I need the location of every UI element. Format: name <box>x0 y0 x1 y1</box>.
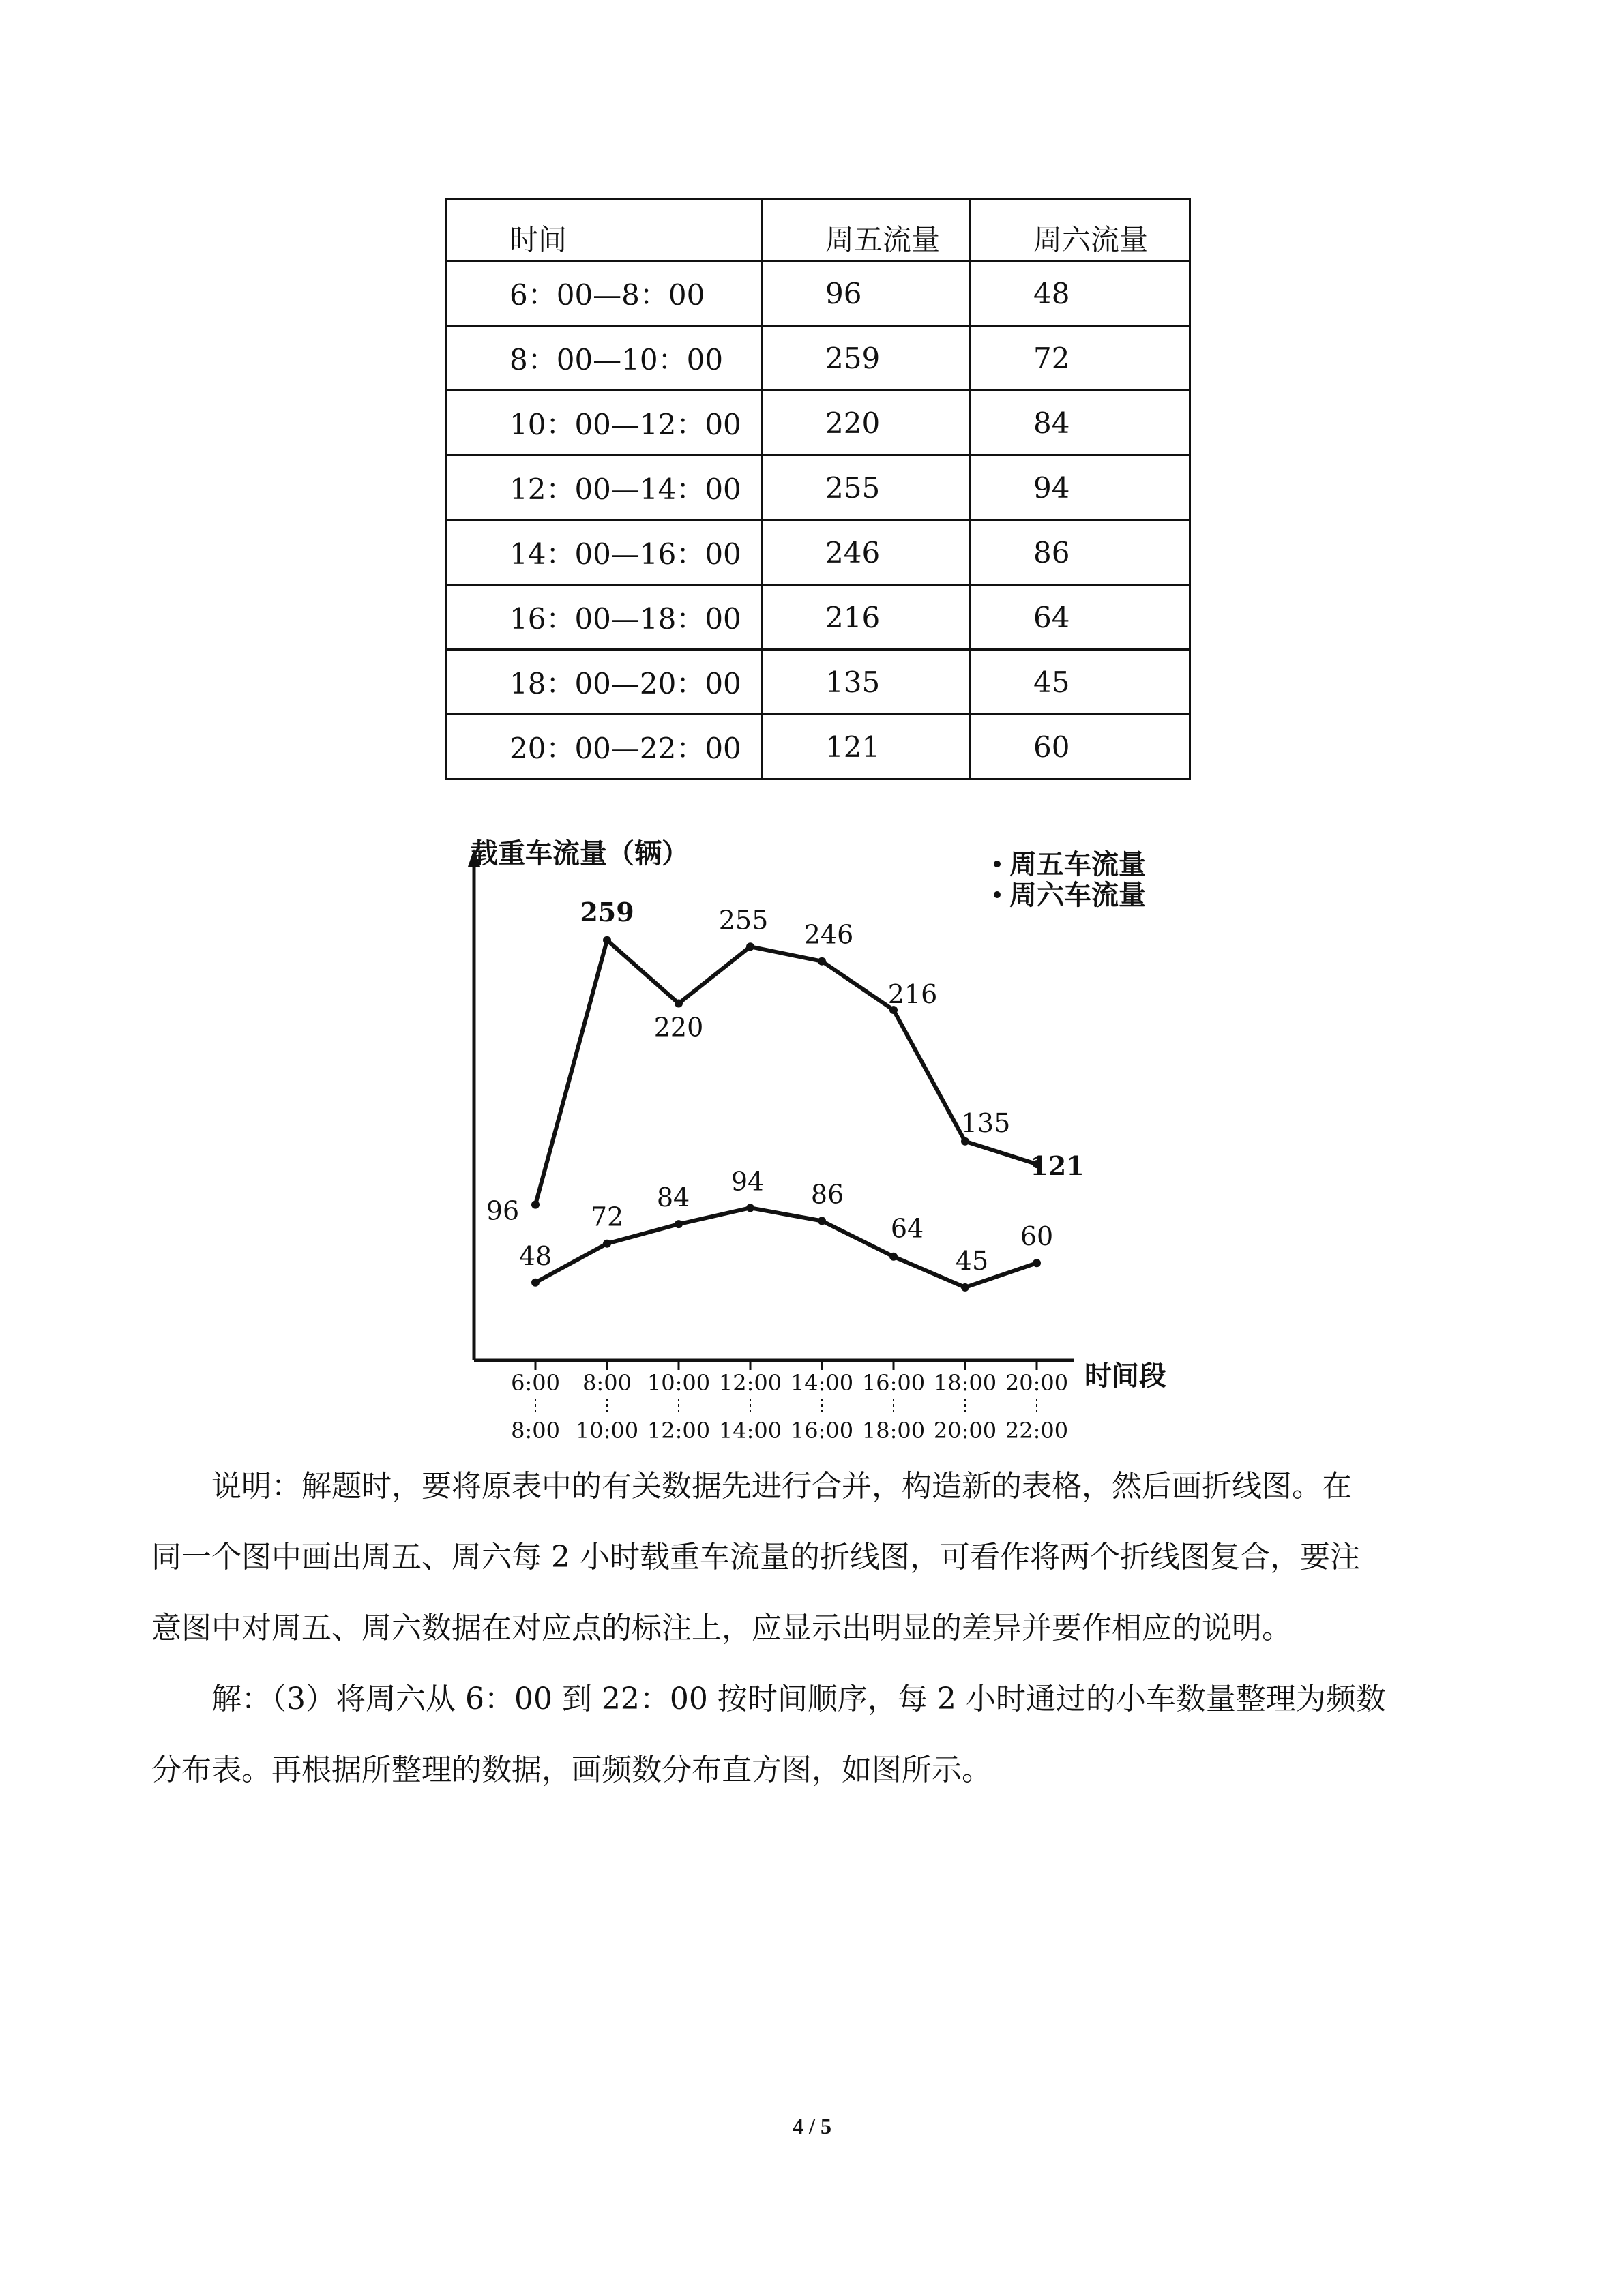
data-label: 86 <box>810 1179 844 1210</box>
cell-friday: 121 <box>762 715 970 779</box>
data-label: 121 <box>1030 1150 1084 1182</box>
x-tick-label-start: 16:00 <box>861 1370 926 1396</box>
y-axis-label: 载重车流量（辆） <box>471 837 689 869</box>
table-row <box>446 456 1190 520</box>
x-tick-label-start: 6:00 <box>511 1370 560 1396</box>
data-label: 255 <box>718 905 769 936</box>
x-tick-label-end: 8:00 <box>511 1418 560 1444</box>
data-point <box>1033 1259 1041 1267</box>
table-row <box>446 261 1190 326</box>
data-point <box>603 1240 611 1248</box>
table-row <box>446 585 1190 650</box>
data-point <box>818 1217 826 1225</box>
cell-time: 14：00—16：00 <box>446 520 762 585</box>
legend-label-friday: 周五车流量 <box>1009 848 1146 880</box>
cell-friday: 135 <box>762 650 970 715</box>
cell-saturday: 84 <box>970 391 1190 456</box>
table-body <box>446 199 1190 779</box>
data-label: 64 <box>890 1213 924 1244</box>
data-point <box>889 1253 898 1261</box>
x-tick-label-end: 10:00 <box>575 1418 639 1444</box>
data-point <box>675 1220 683 1228</box>
cell-friday: 255 <box>762 456 970 520</box>
paragraph-line: 解：（3）将周六从 6：00 到 22：00 按时间顺序，每 2 小时通过的小车数量整理为频数 <box>211 1682 1386 1716</box>
cell-saturday: 94 <box>970 456 1190 520</box>
header-time: 时间 <box>446 199 762 261</box>
x-tick-label-start: 14:00 <box>790 1370 854 1396</box>
data-label: 84 <box>656 1182 690 1213</box>
header-friday: 周五流量 <box>762 199 970 261</box>
legend-marker-friday <box>994 861 1001 867</box>
cell-saturday: 86 <box>970 520 1190 585</box>
x-tick-label-end: 12:00 <box>647 1418 711 1444</box>
x-axis-label: 时间段 <box>1084 1360 1166 1392</box>
data-point <box>961 1283 969 1292</box>
paragraph-line: 说明：解题时，要将原表中的有关数据先进行合并，构造新的表格，然后画折线图。在 <box>211 1469 1352 1504</box>
traffic-table <box>445 198 1191 780</box>
table-row <box>446 326 1190 391</box>
chart-axes <box>468 849 1074 1360</box>
cell-saturday: 72 <box>970 326 1190 391</box>
paragraph-line: 分布表。再根据所整理的数据，画频数分布直方图，如图所示。 <box>151 1753 992 1787</box>
data-label: 220 <box>653 1012 704 1043</box>
data-point <box>675 1000 683 1008</box>
cell-saturday: 60 <box>970 715 1190 779</box>
data-point <box>746 1204 754 1212</box>
cell-time: 8：00—10：00 <box>446 326 762 391</box>
data-label: 246 <box>803 919 854 950</box>
data-point <box>746 942 754 951</box>
chart-series <box>486 897 1084 1292</box>
data-label: 96 <box>486 1195 520 1226</box>
cell-saturday: 48 <box>970 261 1190 326</box>
data-point <box>531 1201 540 1209</box>
page-number: 4 / 5 <box>793 2114 831 2138</box>
explanation-paragraph <box>151 1451 1475 1664</box>
cell-friday: 96 <box>762 261 970 326</box>
data-point <box>961 1137 969 1146</box>
cell-time: 6：00—8：00 <box>446 261 762 326</box>
data-label: 216 <box>887 979 938 1010</box>
table-row <box>446 650 1190 715</box>
legend-label-saturday: 周六车流量 <box>1009 879 1146 911</box>
data-label: 259 <box>580 896 634 927</box>
chart-ticks <box>511 1360 1068 1444</box>
cell-time: 16：00—18：00 <box>446 585 762 650</box>
cell-saturday: 45 <box>970 650 1190 715</box>
cell-friday: 216 <box>762 585 970 650</box>
friday-series-line <box>535 940 1037 1205</box>
cell-time: 12：00—14：00 <box>446 456 762 520</box>
cell-friday: 246 <box>762 520 970 585</box>
x-tick-label-start: 20:00 <box>1005 1370 1069 1396</box>
x-tick-label-start: 10:00 <box>647 1370 711 1396</box>
x-tick-label-start: 8:00 <box>582 1370 632 1396</box>
x-tick-label-end: 18:00 <box>861 1418 926 1444</box>
x-tick-label-end: 16:00 <box>790 1418 854 1444</box>
x-tick-label-start: 12:00 <box>718 1370 782 1396</box>
cell-time: 10：00—12：00 <box>446 391 762 456</box>
data-point <box>818 957 826 966</box>
data-label: 72 <box>590 1202 624 1232</box>
data-label: 94 <box>730 1166 765 1197</box>
cell-time: 18：00—20：00 <box>446 650 762 715</box>
chart-legend <box>994 848 1146 911</box>
paragraph-line: 同一个图中画出周五、周六每 2 小时载重车流量的折线图，可看作将两个折线图复合，要注 <box>151 1540 1360 1575</box>
data-label: 135 <box>960 1107 1011 1138</box>
data-label: 60 <box>1020 1221 1054 1252</box>
data-label: 48 <box>518 1240 552 1271</box>
traffic-line-chart <box>443 829 1200 1449</box>
table-row <box>446 391 1190 456</box>
header-saturday: 周六流量 <box>970 199 1190 261</box>
cell-friday: 220 <box>762 391 970 456</box>
x-tick-label-end: 22:00 <box>1005 1418 1069 1444</box>
x-tick-label-end: 14:00 <box>718 1418 782 1444</box>
cell-saturday: 64 <box>970 585 1190 650</box>
paragraph-line: 意图中对周五、周六数据在对应点的标注上，应显示出明显的差异并要作相应的说明。 <box>151 1611 1292 1645</box>
solution-paragraph <box>151 1664 1475 1806</box>
x-tick-label-end: 20:00 <box>933 1418 997 1444</box>
table-row <box>446 520 1190 585</box>
table-row <box>446 715 1190 779</box>
x-tick-label-start: 18:00 <box>933 1370 997 1396</box>
cell-friday: 259 <box>762 326 970 391</box>
data-point <box>603 936 611 944</box>
data-point <box>531 1279 540 1287</box>
legend-marker-saturday <box>994 891 1001 898</box>
data-label: 45 <box>955 1245 989 1276</box>
cell-time: 20：00—22：00 <box>446 715 762 779</box>
table-header-row <box>446 199 1190 261</box>
